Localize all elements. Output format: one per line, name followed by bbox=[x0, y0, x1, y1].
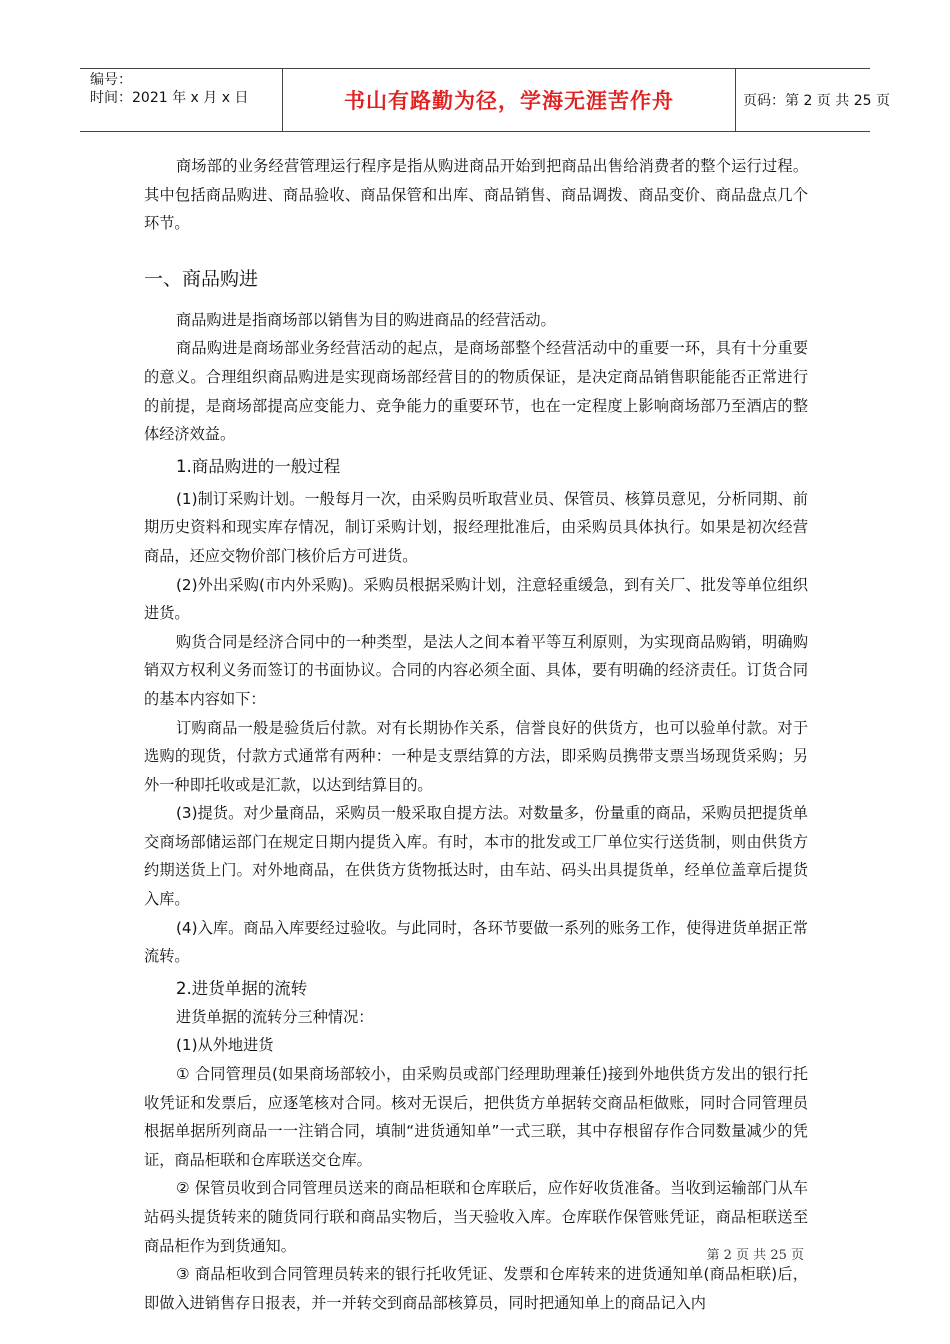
paragraph: ① 合同管理员(如果商场部较小，由采购员或部门经理助理兼任)接到外地供货方发出的银行托收凭证和发票后，应逐笔核对合同。核对无误后，把供货方单据转交商品柜做账，同时合同管理员根据单据所列商品一一注销合同，填制“进货通知单”一式三联，其中存根留存作合同数量减少的凭证，商品柜联和仓库联送交仓库。 bbox=[144, 1065, 808, 1169]
paragraph: ③ 商品柜收到合同管理员转来的银行托收凭证、发票和仓库转来的进货通知单(商品柜联)后，即做入进销售存日报表，并一并转交到商品部核算员，同时把通知单上的商品记入内 bbox=[144, 1265, 808, 1312]
paragraph: (2)外出采购(市内外采购)。采购员根据采购计划，注意轻重缓急，到有关厂、批发等单位组织进货。 bbox=[144, 575, 808, 623]
paragraph: (1)从外地进货 bbox=[176, 1036, 274, 1055]
header-page-code: 页码：第 2 页 共 25 页 bbox=[743, 93, 890, 109]
header-page-cell bbox=[735, 69, 890, 131]
doc-time-label: 时间：2021 年 x 月 x 日 bbox=[90, 90, 249, 106]
paragraph: ② 保管员收到合同管理员送来的商品柜联和仓库联后，应作好收货准备。当收到运输部门从车站码头提货转来的随货同行联和商品实物后，当天验收入库。仓库联作保管账凭证，商品柜联送至商品柜作为到货通知。 bbox=[144, 1179, 808, 1255]
subsection-heading: 2.进货单据的流转 bbox=[176, 978, 308, 998]
paragraph: (3)提货。对少量商品，采购员一般采取自提方法。对数量多，份量重的商品，采购员把提货单交商场部储运部门在规定日期内提货入库。有时，本市的批发或工厂单位实行送货制，则由供货方约期送货上门。对外地商品，在供货方货物抵达时，由车站、码头出具提货单，经单位盖章后提货入库。 bbox=[144, 804, 808, 909]
document-body bbox=[144, 152, 808, 1317]
header-motto-cell bbox=[282, 69, 736, 131]
paragraph: (1)制订采购计划。一般每月一次，由采购员听取营业员、保管员、核算员意见，分析同期、前期历史资料和现实库存情况，制订采购计划，报经理批准后，由采购员具体执行。如果是初次经营商品，还应交物价部门核价后方可进货。 bbox=[144, 489, 808, 565]
paragraph: 进货单据的流转分三种情况： bbox=[176, 1007, 374, 1026]
page-footer: 第 2 页 共 25 页 bbox=[706, 1248, 804, 1263]
header-meta-cell bbox=[80, 69, 282, 131]
paragraph: 购货合同是经济合同中的一种类型，是法人之间本着平等互利原则，为实现商品购销，明确购销双方权利义务而签订的书面协议。合同的内容必须全面、具体，要有明确的经济责任。订货合同的基本内容如下： bbox=[144, 632, 808, 708]
paragraph: 商品购进是商场部业务经营活动的起点，是商场部整个经营活动中的重要一环，具有十分重要的意义。合理组织商品购进是实现商场部经营目的的物质保证，是决定商品销售职能能否正常进行的前提，是商场部提高应变能力、竞争能力的重要环节，也在一定程度上影响商场部乃至酒店的整体经济效益。 bbox=[144, 339, 808, 444]
paragraph: (4)入库。商品入库要经过验收。与此同时，各环节要做一系列的账务工作，使得进货单据正常流转。 bbox=[144, 918, 808, 966]
page-header bbox=[80, 68, 890, 132]
doc-number-label: 编号： bbox=[90, 72, 132, 88]
intro-paragraph: 商场部的业务经营管理运行程序是指从购进商品开始到把商品出售给消费者的整个运行过程。其中包括商品购进、商品验收、商品保管和出库、商品销售、商品调拨、商品变价、商品盘点几个环节。 bbox=[144, 157, 808, 233]
header-motto: 书山有路勤为径，学海无涯苦作舟 bbox=[344, 89, 674, 113]
subsection-heading: 1.商品购进的一般过程 bbox=[176, 456, 341, 476]
paragraph: 订购商品一般是验货后付款。对有长期协作关系，信誉良好的供货方，也可以验单付款。对于选购的现货，付款方式通常有两种：一种是支票结算的方法，即采购员携带支票当场现货采购；另外一种即托收或是汇款，以达到结算目的。 bbox=[144, 718, 808, 794]
section-heading: 一、商品购进 bbox=[144, 267, 259, 290]
paragraph: 商品购进是指商场部以销售为目的购进商品的经营活动。 bbox=[176, 310, 556, 329]
